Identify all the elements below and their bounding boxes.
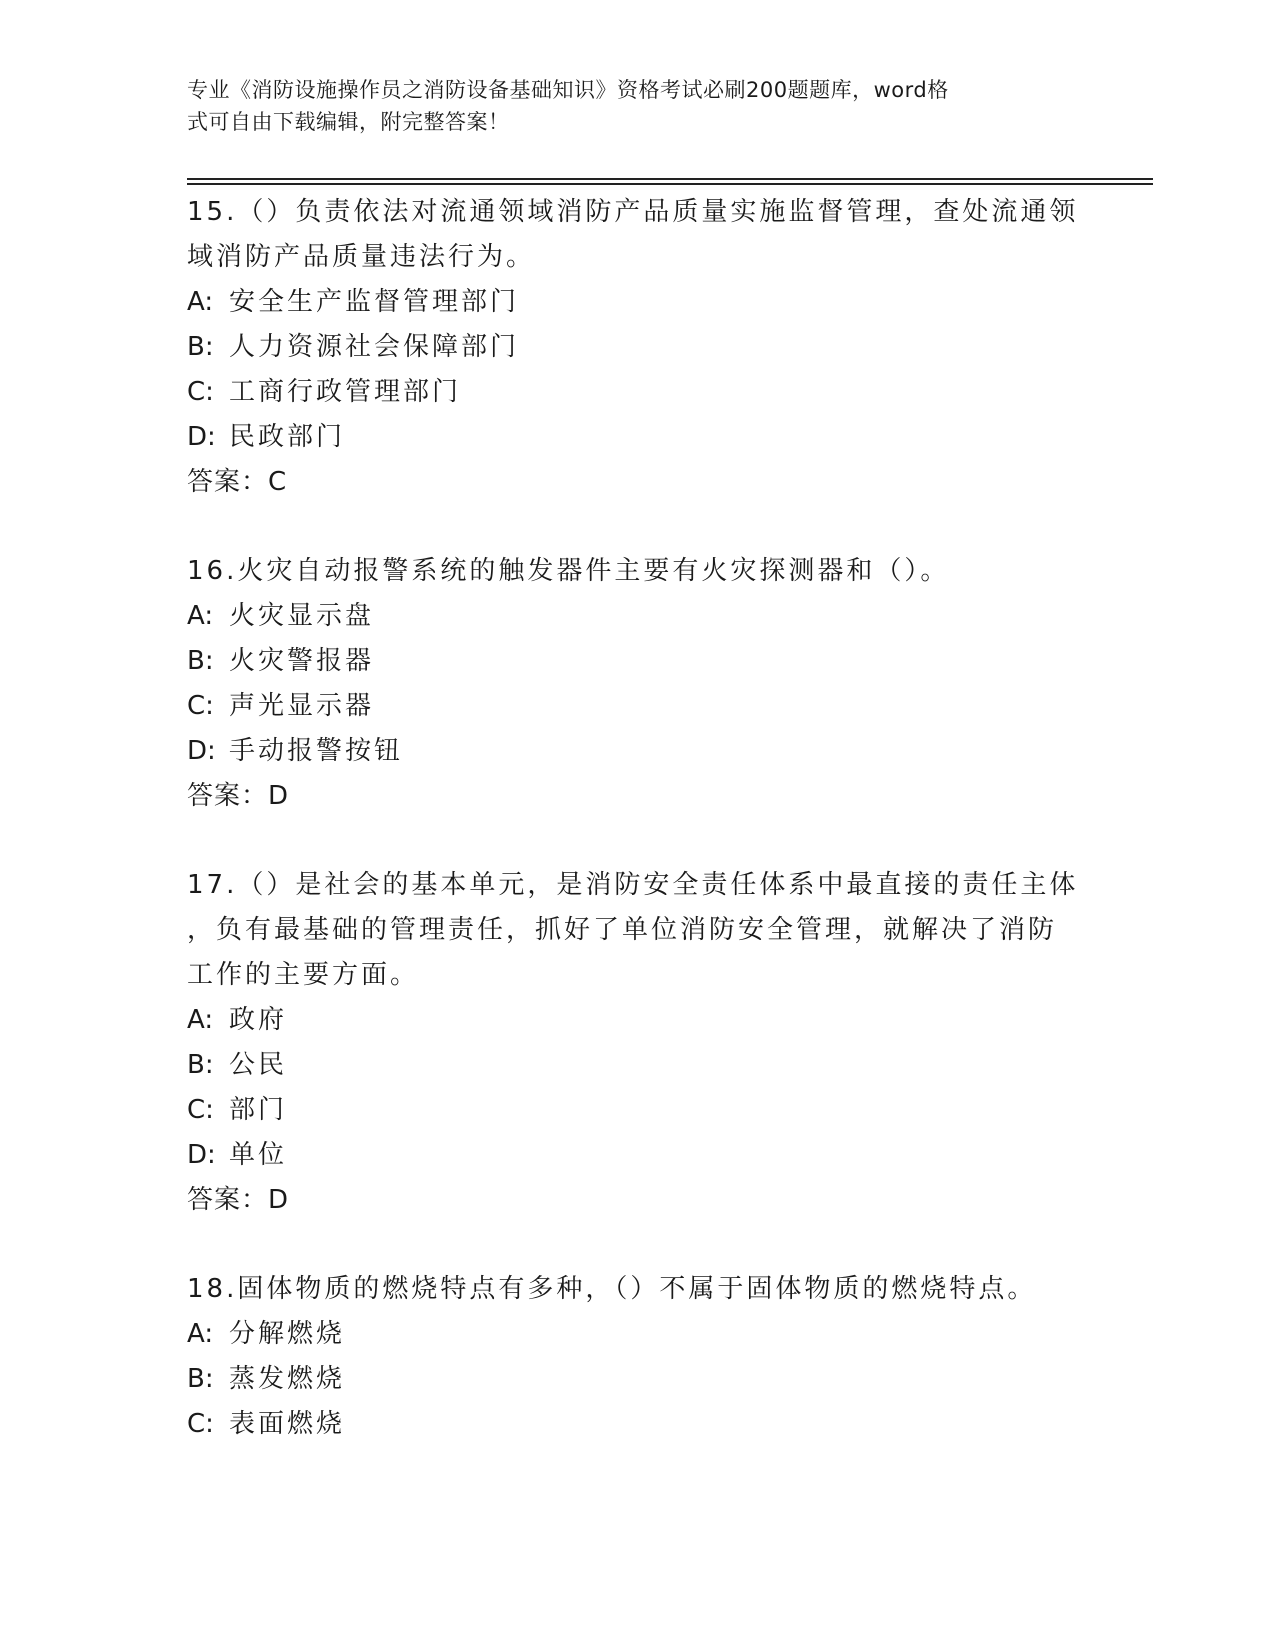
header-line-1: 专业《消防设施操作员之消防设备基础知识》资格考试必刷200题题库，word格 [187, 78, 949, 102]
option-letter: A: [187, 1319, 214, 1349]
option-letter: C: [187, 377, 214, 407]
answer-label: 答案：C [187, 467, 288, 497]
option-a [187, 998, 1087, 1043]
option-letter: A: [187, 601, 214, 631]
question-text-line: 16.火灾自动报警系统的触发器件主要有火灾探测器和（）。 [187, 556, 950, 586]
header-line-2: 式可自由下载编辑，附完整答案！ [187, 110, 510, 134]
header-divider-top [187, 178, 1153, 180]
option-b [187, 325, 1087, 370]
header-divider-bottom [187, 183, 1153, 185]
option-text: 手动报警按钮 [229, 736, 404, 766]
option-text: 民政部门 [229, 422, 346, 452]
question-text-line: 18.固体物质的燃烧特点有多种，（）不属于固体物质的燃烧特点。 [187, 1274, 1037, 1304]
option-text: 工商行政管理部门 [229, 377, 462, 407]
option-letter: D: [187, 422, 216, 452]
option-letter: C: [187, 691, 214, 721]
option-text: 蒸发燃烧 [229, 1364, 346, 1394]
option-text: 安全生产监督管理部门 [229, 287, 520, 317]
option-letter: D: [187, 736, 216, 766]
answer-label: 答案：D [187, 781, 290, 811]
option-text: 公民 [229, 1050, 288, 1080]
option-letter: A: [187, 287, 214, 317]
question-16 [187, 549, 1087, 819]
question-text-line: ，负有最基础的管理责任，抓好了单位消防安全管理，就解决了消防 [187, 915, 1058, 945]
option-d [187, 1133, 1087, 1178]
option-text: 火灾警报器 [229, 646, 375, 676]
option-a [187, 280, 1087, 325]
option-a [187, 594, 1087, 639]
option-b [187, 1043, 1087, 1088]
option-letter: C: [187, 1095, 214, 1125]
option-text: 单位 [229, 1140, 288, 1170]
question-15 [187, 190, 1087, 505]
option-c [187, 1402, 1087, 1447]
question-17 [187, 863, 1087, 1223]
question-18 [187, 1267, 1087, 1447]
answer-label: 答案：D [187, 1185, 290, 1215]
option-a [187, 1312, 1087, 1357]
option-letter: D: [187, 1140, 216, 1170]
option-letter: B: [187, 1364, 214, 1394]
question-text-line: 15.（）负责依法对流通领域消防产品质量实施监督管理，查处流通领 [187, 197, 1079, 227]
option-text: 部门 [229, 1095, 288, 1125]
option-b [187, 1357, 1087, 1402]
option-d [187, 415, 1087, 460]
option-text: 火灾显示盘 [229, 601, 375, 631]
option-letter: B: [187, 332, 214, 362]
option-text: 表面燃烧 [229, 1409, 346, 1439]
question-text-line: 域消防产品质量违法行为。 [187, 242, 536, 272]
question-text-line: 工作的主要方面。 [187, 960, 420, 990]
option-c [187, 370, 1087, 415]
option-letter: B: [187, 646, 214, 676]
option-text: 分解燃烧 [229, 1319, 346, 1349]
option-d [187, 729, 1087, 774]
option-text: 声光显示器 [229, 691, 375, 721]
option-letter: C: [187, 1409, 214, 1439]
option-c [187, 684, 1087, 729]
question-list [187, 190, 1087, 1491]
option-letter: A: [187, 1005, 214, 1035]
document-header [187, 74, 1067, 138]
question-text-line: 17.（）是社会的基本单元，是消防安全责任体系中最直接的责任主体 [187, 870, 1079, 900]
option-b [187, 639, 1087, 684]
option-text: 人力资源社会保障部门 [229, 332, 520, 362]
option-letter: B: [187, 1050, 214, 1080]
option-text: 政府 [229, 1005, 288, 1035]
option-c [187, 1088, 1087, 1133]
